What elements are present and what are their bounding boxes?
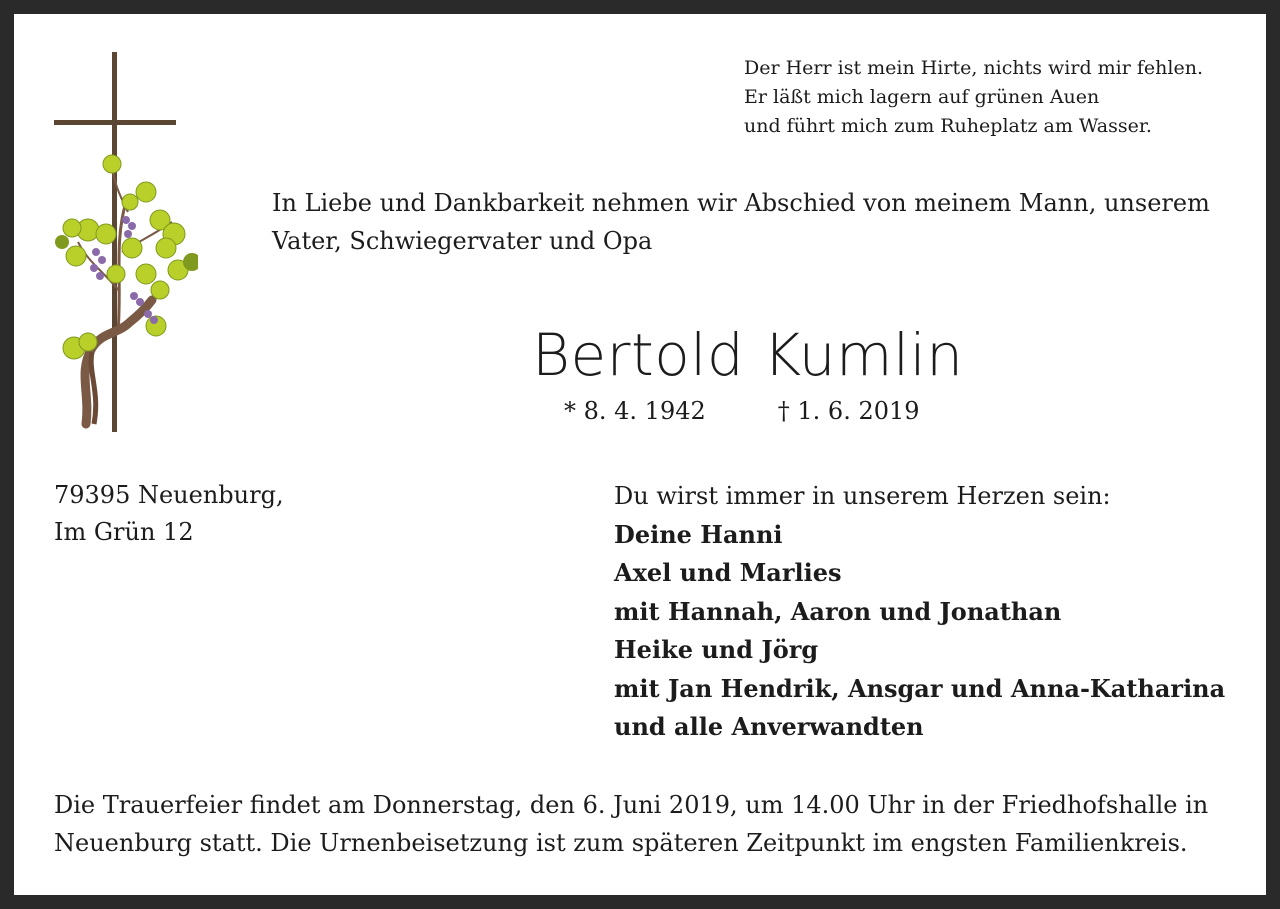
address-line: 79395 Neuenburg, — [54, 481, 284, 509]
farewell-intro — [272, 184, 1210, 260]
address-line: Im Grün 12 — [54, 518, 194, 546]
mourner-name: Deine Hanni — [614, 519, 783, 549]
deceased-name: Bertold Kumlin — [532, 321, 964, 389]
mourner-name: Axel und Marlies — [614, 558, 842, 587]
service-line: Neuenburg statt. Die Urnenbeisetzung ist zum späteren Zeitpunkt im engsten Familienkreis. — [54, 829, 1188, 857]
service-line: Die Trauerfeier findet am Donnerstag, den 6. Juni 2019, um 14.00 Uhr in der Friedhofshalle in — [54, 791, 1209, 819]
mourner-name: mit Jan Hendrik, Ansgar und Anna-Katharina — [614, 673, 1226, 703]
psalm-line: Er läßt mich lagern auf grünen Auen — [744, 86, 1100, 108]
cross-with-grapevine-icon — [48, 52, 198, 447]
mourner-name: mit Hannah, Aaron und Jonathan — [614, 596, 1062, 626]
mourner-name: und alle Anverwandten — [614, 712, 924, 741]
obituary-notice — [14, 14, 1266, 895]
life-dates — [564, 394, 920, 428]
psalm-line: und führt mich zum Ruheplatz am Wasser. — [744, 115, 1152, 137]
address — [54, 477, 284, 551]
intro-line: Vater, Schwiegervater und Opa — [272, 227, 653, 255]
psalm-quote — [744, 54, 1203, 141]
intro-line: In Liebe und Dankbarkeit nehmen wir Abschied von meinem Mann, unserem — [272, 189, 1210, 217]
mourners-list — [614, 477, 1225, 747]
death-date: † 1. 6. 2019 — [777, 397, 920, 425]
mourner-name: Heike und Jörg — [614, 635, 819, 664]
psalm-line: Der Herr ist mein Hirte, nichts wird mir fehlen. — [744, 57, 1203, 79]
funeral-service-info — [54, 786, 1208, 862]
mourners-intro: Du wirst immer in unserem Herzen sein: — [614, 482, 1111, 510]
birth-date: * 8. 4. 1942 — [564, 397, 706, 425]
